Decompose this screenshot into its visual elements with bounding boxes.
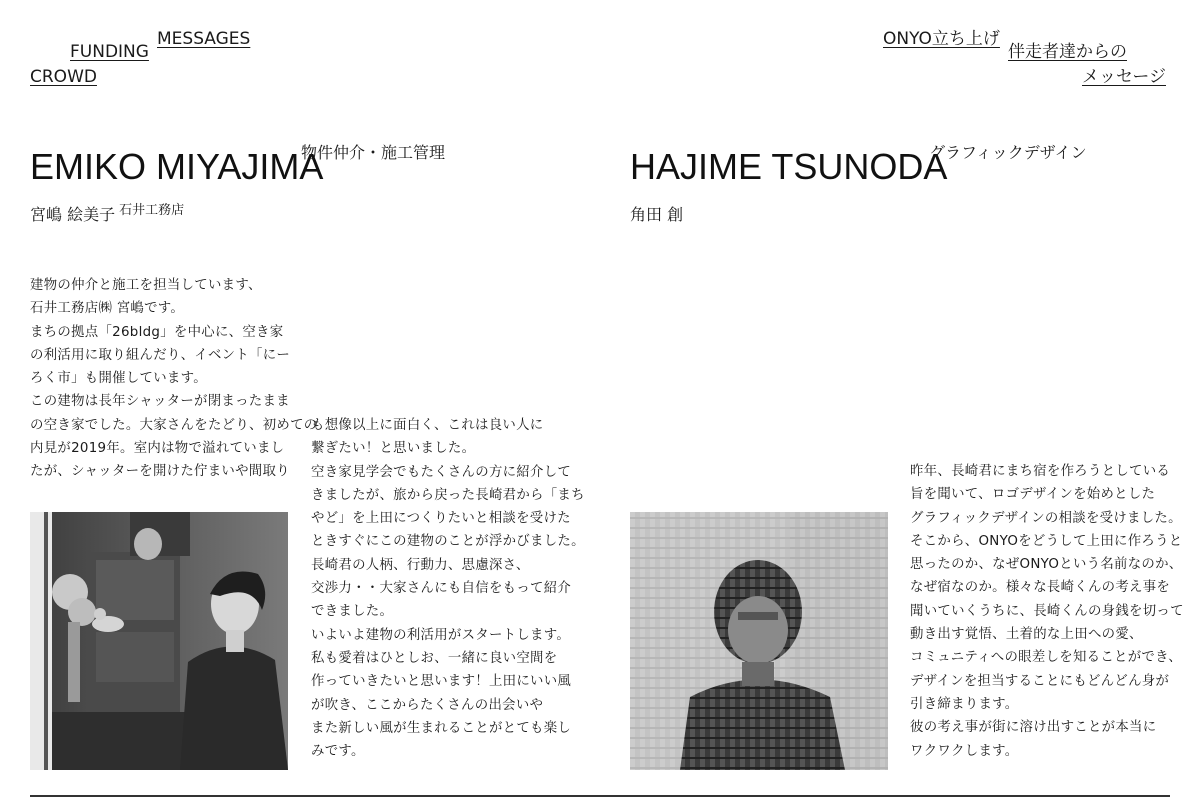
emiko-text-col1 <box>30 274 318 484</box>
hajime-photo <box>630 512 888 770</box>
emiko-text-line: 私も愛着はひとしお、一緒に良い空間を <box>311 650 558 666</box>
emiko-text-line: やど」を上田につくりたいと相談を受けた <box>311 511 571 527</box>
emiko-text-line: まちの拠点「26bldg」を中心に、空き家 <box>30 324 284 340</box>
emiko-text-line: いよいよ建物の利活用がスタートします。 <box>311 627 571 643</box>
emiko-text-line: ときすぐにこの建物のことが浮かびました。 <box>311 534 585 550</box>
emiko-role: 物件仲介・施工管理 <box>301 143 446 162</box>
emiko-name-jp-block <box>30 205 184 227</box>
hajime-text-line: ワクワクします。 <box>910 743 1019 759</box>
emiko-text-line: たが、シャッターを開けた佇まいや間取り <box>30 464 290 480</box>
emiko-photo <box>30 512 288 770</box>
emiko-text-line: できました。 <box>311 604 394 620</box>
header-funding: FUNDING <box>70 42 149 62</box>
emiko-text-line: 建物の仲介と施工を担当しています、 <box>30 278 262 293</box>
emiko-text-line: の利活用に取り組んだり、イベント「にー <box>30 347 291 363</box>
emiko-text-line: きましたが、旅から戻った長崎君から「まち <box>311 487 585 503</box>
emiko-text-line: 内見が2019年。室内は物で溢れていまし <box>30 441 285 457</box>
emiko-text-col2 <box>311 414 585 763</box>
emiko-name-en: EMIKO MIYAJIMA <box>30 146 324 187</box>
emiko-text-line: 繋ぎたい！と思いました。 <box>311 441 476 457</box>
emiko-text-line: みです。 <box>311 744 365 760</box>
emiko-name-jp: 宮嶋 絵美子 <box>30 205 116 224</box>
hajime-text-line: 彼の考え事が街に溶け出すことが本当に <box>910 720 1157 736</box>
hajime-text-line: グラフィックデザインの相談を受けました。 <box>910 510 1182 526</box>
emiko-text-line: 交渉力・・大家さんにも自信をもって紹介 <box>311 581 572 597</box>
hajime-role: グラフィックデザイン <box>929 143 1087 162</box>
emiko-text-line: 作っていきたいと思います！上田にいい風 <box>311 674 572 690</box>
bottom-divider <box>30 795 1170 797</box>
emiko-text-line: ろく市」も開催しています。 <box>30 371 207 387</box>
hajime-text-line: 動き出す覚悟、土着的な上田への愛、 <box>910 627 1143 643</box>
emiko-text-line: の空き家でした。大家さんをたどり、初めての <box>30 417 318 433</box>
hajime-text-col <box>910 460 1184 763</box>
hajime-text-line: 引き締まります。 <box>910 696 1019 712</box>
emiko-company: 石井工務店 <box>119 203 185 218</box>
header-title-line2: 伴走者達からの <box>1008 42 1127 62</box>
hajime-text-line: 聞いていくうちに、長崎くんの身銭を切って <box>910 603 1184 619</box>
header-messages: MESSAGES <box>157 29 251 49</box>
header-crowd: CROWD <box>30 67 97 87</box>
hajime-name-jp: 角田 創 <box>630 205 684 224</box>
hajime-text-line: デザインを担当することにもどんどん身が <box>910 673 1170 689</box>
hajime-text-line: そこから、ONYOをどうして上田に作ろうと <box>910 533 1183 549</box>
hajime-text-line: 昨年、長崎君にまち宿を作ろうとしている <box>910 464 1171 479</box>
hajime-text-line: コミュニティへの眼差しを知ることができ、 <box>910 650 1182 666</box>
hajime-text-line: 旨を聞いて、ロゴデザインを始めとした <box>910 487 1156 503</box>
emiko-text-line: 空き家見学会でもたくさんの方に紹介して <box>311 464 572 480</box>
emiko-text-line: 長崎君の人柄、行動力、思慮深さ、 <box>311 557 530 573</box>
emiko-text-line: が吹き、ここからたくさんの出会いや <box>311 697 544 713</box>
emiko-text-line: 石井工務店㈱ 宮嶋です。 <box>30 301 185 317</box>
hajime-text-line: なぜ宿なのか。様々な長崎くんの考え事を <box>910 580 1171 596</box>
emiko-text-line: また新しい風が生まれることがとても楽し <box>311 720 572 736</box>
header-title-line3: メッセージ <box>1082 67 1166 87</box>
emiko-text-line: も想像以上に面白く、これは良い人に <box>311 418 544 433</box>
hajime-name-en: HAJIME TSUNODA <box>630 146 948 187</box>
header-title-line1: ONYO立ち上げ <box>883 29 1000 49</box>
emiko-text-line: この建物は長年シャッターが閉まったまま <box>30 394 290 410</box>
hajime-text-line: 思ったのか、なぜONYOという名前なのか、 <box>910 557 1183 573</box>
